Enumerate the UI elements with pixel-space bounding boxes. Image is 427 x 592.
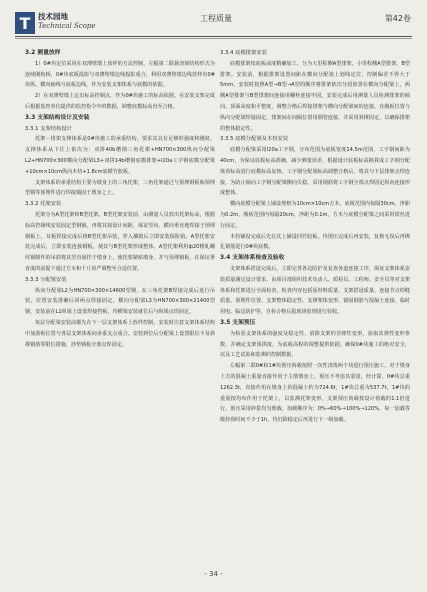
paragraph: 支架体系搭设完成后，立即完善各边防护及复查各道连接工序，保证支架体系安装质量满足设计要求，由项目部组织技术负责人、质检员、工程师、安全员等对支架体系和托架进行全面检查，检查内容包括原材料质量、支架搭设质量、连接节点焊缝质量、预埋件位置、支架整体稳定性、支撑架体变形、锚固钢筋与混凝土连接、临时用电、临边防护等，自检合格后报现场监理进行验收。: [220, 265, 410, 316]
paragraph: 托架－排架支撑体系是0#块施工的承重结构，要求其具有足够的强度和刚度。支撑体系从下往上依次为：双拼40b槽钢三角托架+HN700×300纵向分配梁L2+HN700×300横向分配梁L3+双拼14b槽钢底模排架+I20a工字钢底模分配梁+10cm×10cm纵向木枋+1.8cm底模竹胶板。: [25, 136, 215, 175]
header-rule-thin: [15, 38, 412, 39]
left-column: [25, 48, 215, 350]
volume-number: 第42卷: [384, 14, 411, 23]
paragraph: 横向底模分配梁上铺设规格为10cm×10cm方木，底板范围内每隔30cm，净距为0.2m，腹板范围内每隔20cm，净距为0.1m，方木与底模分配梁之间采用铁丝进行固定。: [220, 201, 410, 229]
paragraph: 托架分为A型托架和B型托架。B型托架安装前，由测量人员放出托架标高，根据标高控制线安装固定型钢箍，再将其按设计间距，保证竖向、横向垂直地焊接于预埋钢板上，耳板焊接完成后将B型托架吊装，穿入插销后立即安装保险销。A型托架安装完成后，立即安装连接钢板，使其与B型托架形成整体，A型托架利用ф20精轧螺纹钢制作的吊筋将其竖直悬挂于墩身上，使托架紧贴墩身，并与预埋钢板，在保证垂直度的前提下通过方木和千斤顶严调整至合适位置。: [25, 211, 215, 272]
section-heading: 3.3 支架结构设计及安装: [25, 114, 90, 121]
magazine-name: 工程质量: [200, 14, 232, 23]
page-number: - 34 -: [204, 570, 223, 578]
paragraph: 2）在双薄壁墩上定出标高控制点，作为0#块施工的标高依据。在安装支架完成后根据监控单位提供的监控指令中的数据，调整底模标高直至合格。: [25, 93, 215, 110]
paragraph: 为检验支架体系的强度及稳定性，消除支架的非弹性变形，获取其弹性变形参数，并确定支架预拱度，为底板高程的调整提供依据，确保0#块施工的绝对安全，以及工艺试验和监测的控制数据。: [220, 330, 410, 359]
paragraph: 每层分配梁安装前都先在下一层支架体系上放样控制，安装时注意支架体系结构中加劲板位置与各层支架体系间承重支点重合。安装到位后分配梁上设置限位卡及斜撑钢筋等限位措施，抄垫钢板全部点焊固定。: [25, 319, 215, 348]
section-heading: 3.3.3 分配梁安装: [25, 276, 67, 283]
header-rule: [15, 36, 412, 37]
section-heading: 3.2 测量放样: [25, 50, 61, 56]
section-heading: 3.3.4 底模排架安装: [220, 50, 267, 56]
section-heading: 3.3.5 底模分配梁及木枋安装: [220, 136, 289, 143]
paragraph: 1）0#块定位采用在双薄壁墩上放样的方法控制，左幅第二联悬浇梁结构形式为连续刚构桥，0#块底板投影与双薄壁墩边线投影重合，利用双薄壁墩边线放样出0#块纵、横向轴线与底板边线，作为安装支架体系与底模的依据。: [25, 60, 215, 89]
paragraph: 纵向分配梁L2为HN700×300×14600型钢，在三角托架B焊接完成后进行吊装，位置安装准确后同两点焊接固定。横向分配梁L3为HN700×300×21400型钢，安装前在L1纵梁上设置焊接挡板，待横梁安装就位后与纵梁点焊固定。: [25, 287, 215, 316]
section-heading: 3.5 支架预压: [220, 319, 256, 326]
paragraph: 左幅第二联0#和1#块预压荷载按照一次性浇筑两个块进行预压施工，对于墩身上方的混凝土重量直接作用于主墩墩身上，预压不考虑其重量，经计算，0#块总重1262.3t，直接作用在墩身上的混凝土约为724.6t，1#块总重为537.7t，1#块的重量按均布作用于托架上，以监测托架变形，支架预压荷载按设计荷载的1.1倍进行，预压采用砂袋均匀堆载，加载顺序为：0%→60%→100%→120%，每一加载等级持荷时间不少于1h，待沉降稳定后再进行下一级加载。: [220, 363, 410, 424]
page-header: [0, 0, 427, 44]
right-column: [220, 48, 410, 426]
paragraph: 底模分配梁采用I20a工字钢，分布范围为底板宽度14.5m范围，工字钢间距为40cm，为保证底板标高准确，减少测量误差，根据设计底板标高换算成工字钢分配梁顶标高进行底模标高复核，工字钢分配梁标高调整合格后，将其与下层排架点焊连接，为防止倾向工字钢分配梁侧向失稳，采用钢筋将工字钢全部点焊固定纵向连接形成整体。: [220, 147, 410, 197]
column-name-english: Technical Scope: [38, 22, 96, 30]
paragraph: 支架体系的承重结构主要为墩身上的三角托架，三角托架通过与预埋钢板和预埋型钢等预埋件进行焊接锚固于墩身之上。: [25, 179, 215, 197]
section-heading: 3.4 支架体系检查及验收: [220, 255, 285, 262]
paragraph: 底模排架按底板或度精确加工，分为大里程侧A型排架、小里程侧A型排架、B型排架。安装前，根据排架设置间距在横向分配梁上划线定位，控制偏差不得大于5mm，安装时按照A型→B型→A型的顺序将排架依次分段放置在横向分配梁上，两侧A型排架与B型排架间连接用螺栓连接牢固，安装完成后用测量人员检测排架的倾向、顶面高度和平整度，调整合格后焊接排架与横向分配梁间的连接，在腹板位置与纵向分配梁焊接固定，排架间在间隔位置用钢管连接，并采用斜撑固定，以确保排架的整体稳定性。: [220, 60, 410, 132]
column-name: 技术园地: [38, 12, 68, 21]
column-logo: T: [15, 12, 35, 34]
section-heading: 3.3.2 托架安装: [25, 201, 62, 208]
section-heading: 3.3.1 支架结构设计: [25, 125, 72, 132]
paragraph: 木枋铺设完成后先在其上铺设同竹胶板，待预压完成后再安装，复核无误后再绑扎钢筋进行0#块底模。: [220, 233, 410, 251]
